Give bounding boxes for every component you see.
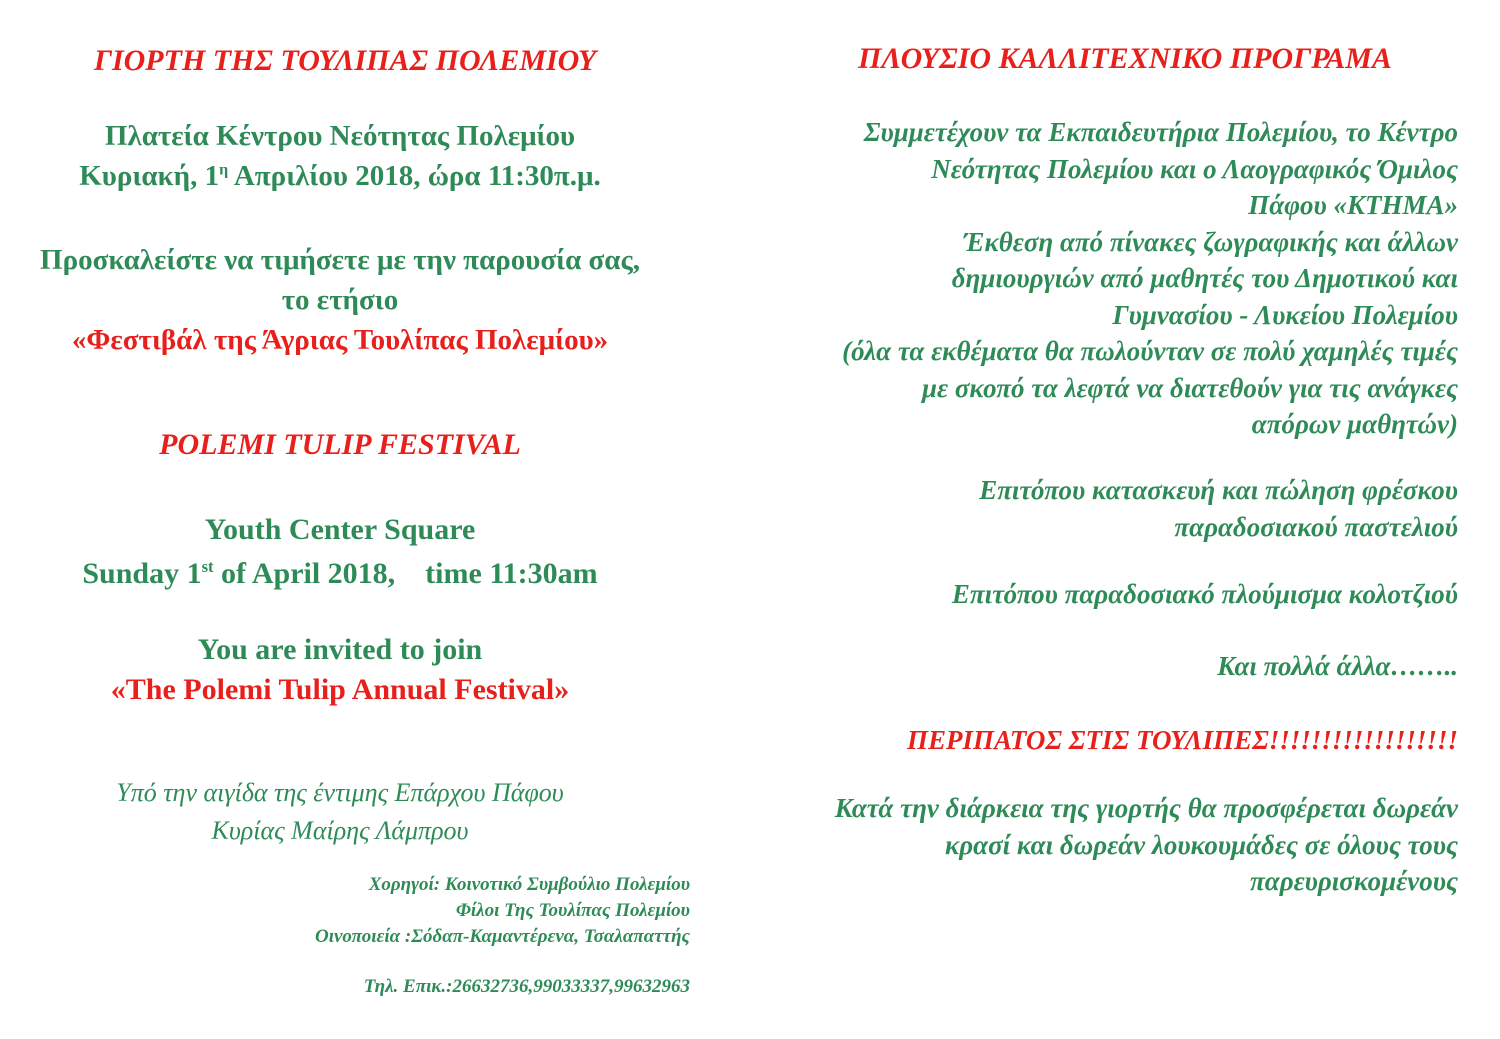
free-wine-line: Κατά την διάρκεια της γιορτής θα προσφέρεται δωρεάν bbox=[834, 793, 1458, 823]
sponsors-line: Χορηγοί: Κοινοτικό Συμβούλιο Πολεμίου bbox=[368, 874, 690, 895]
english-festival-title: POLEMI TULIP FESTIVAL bbox=[159, 428, 521, 461]
pastelli-line: παραδοσιακού παστελιού bbox=[1174, 511, 1458, 542]
english-invite-block bbox=[0, 630, 680, 710]
program-title: ΠΛΟΥΣΙΟ ΚΑΛΛΙΤΕΧΝΙΚΟ ΠΡΟΓΡΑΜΑ bbox=[858, 42, 1392, 75]
greek-venue: Πλατεία Κέντρου Νεότητας Πολεμίου bbox=[104, 120, 576, 152]
contact-phone: Τηλ. Επικ.:26632736,99033337,99632963 bbox=[363, 976, 690, 997]
left-panel bbox=[0, 0, 690, 1039]
english-festival-name: «The Polemi Tulip Annual Festival» bbox=[110, 673, 570, 706]
participants-block bbox=[750, 114, 1458, 443]
sponsors-block bbox=[230, 872, 690, 950]
participants-line: Πάφου «ΚΤΗΜΑ» bbox=[1248, 190, 1458, 220]
participants-line: απόρων μαθητών) bbox=[1251, 409, 1458, 439]
english-date-prefix: Sunday 1 bbox=[82, 557, 202, 590]
pastelli-line: Επιτόπου κατασκευή και πώληση φρέσκου bbox=[979, 475, 1458, 505]
plumisma-line: Επιτόπου παραδοσιακό πλούμισμα κολοτζιού bbox=[951, 579, 1458, 609]
greek-date-sup: η bbox=[219, 161, 229, 179]
english-invite-line: You are invited to join bbox=[197, 633, 483, 666]
auspices-line: Υπό την αιγίδα της έντιμης Επάρχου Πάφου bbox=[116, 778, 564, 807]
english-date-suffix: of April 2018, time 11:30am bbox=[213, 557, 598, 590]
greek-invite-line: το ετήσιο bbox=[281, 284, 399, 316]
auspices-block bbox=[0, 774, 680, 850]
english-venue-block bbox=[0, 508, 680, 596]
participants-line: Νεότητας Πολεμίου και ο Λαογραφικός Όμιλος bbox=[931, 153, 1458, 184]
greek-invite-line: Προσκαλείστε να τιμήσετε με την παρουσία σας, bbox=[40, 244, 640, 276]
greek-date-suffix: Απριλίου 2018, ώρα 11:30π.μ. bbox=[228, 160, 601, 192]
free-wine-line: κρασί και δωρεάν λουκουμάδες σε όλους τους bbox=[944, 829, 1458, 860]
english-date-sup: st bbox=[201, 557, 214, 576]
participants-line: με σκοπό τα λεφτά να διατεθούν για τις ανάγκες bbox=[921, 372, 1458, 403]
sponsors-line: Οινοποιεία :Σόδαπ-Καμαντέρενα, Τσαλαπαττής bbox=[315, 926, 690, 947]
pastelli-block bbox=[750, 472, 1458, 545]
greek-festival-name: «Φεστιβάλ της Άγριας Τουλίπας Πολεμίου» bbox=[71, 324, 609, 356]
greek-date bbox=[0, 156, 680, 196]
greek-festival-title: ΓΙΟΡΤΗ ΤΗΣ ΤΟΥΛΙΠΑΣ ΠΟΛΕΜΙΟΥ bbox=[93, 44, 597, 77]
participants-line: Έκθεση από πίνακες ζωγραφικής και άλλων bbox=[963, 226, 1458, 257]
english-date bbox=[0, 552, 680, 596]
participants-line: (όλα τα εκθέματα θα πωλούνταν σε πολύ χαμηλές τιμές bbox=[842, 336, 1458, 366]
sponsors-line: Φίλοι Της Τουλίπας Πολεμίου bbox=[455, 900, 690, 921]
free-wine-block bbox=[750, 790, 1458, 900]
right-panel bbox=[750, 0, 1500, 1039]
participants-line: Συμμετέχουν τα Εκπαιδευτήρια Πολεμίου, το Κέντρο bbox=[863, 117, 1458, 147]
participants-line: δημιουργιών από μαθητές του Δημοτικού και bbox=[951, 263, 1458, 293]
greek-venue-block bbox=[0, 116, 680, 196]
free-wine-line: παρευρισκομένους bbox=[1250, 866, 1458, 896]
tulip-walk-heading: ΠΕΡΙΠΑΤΟΣ ΣΤΙΣ ΤΟΥΛΙΠΕΣ!!!!!!!!!!!!!!!!!! bbox=[907, 725, 1458, 755]
english-venue: Youth Center Square bbox=[204, 513, 476, 546]
more-line: Και πολλά άλλα…….. bbox=[1217, 651, 1458, 681]
greek-date-prefix: Κυριακή, 1 bbox=[79, 160, 220, 192]
auspices-line: Κυρίας Μαίρης Λάμπρου bbox=[211, 816, 469, 845]
participants-line: Γυμνασίου - Λυκείου Πολεμίου bbox=[1112, 299, 1458, 330]
greek-invite-block bbox=[0, 240, 680, 360]
